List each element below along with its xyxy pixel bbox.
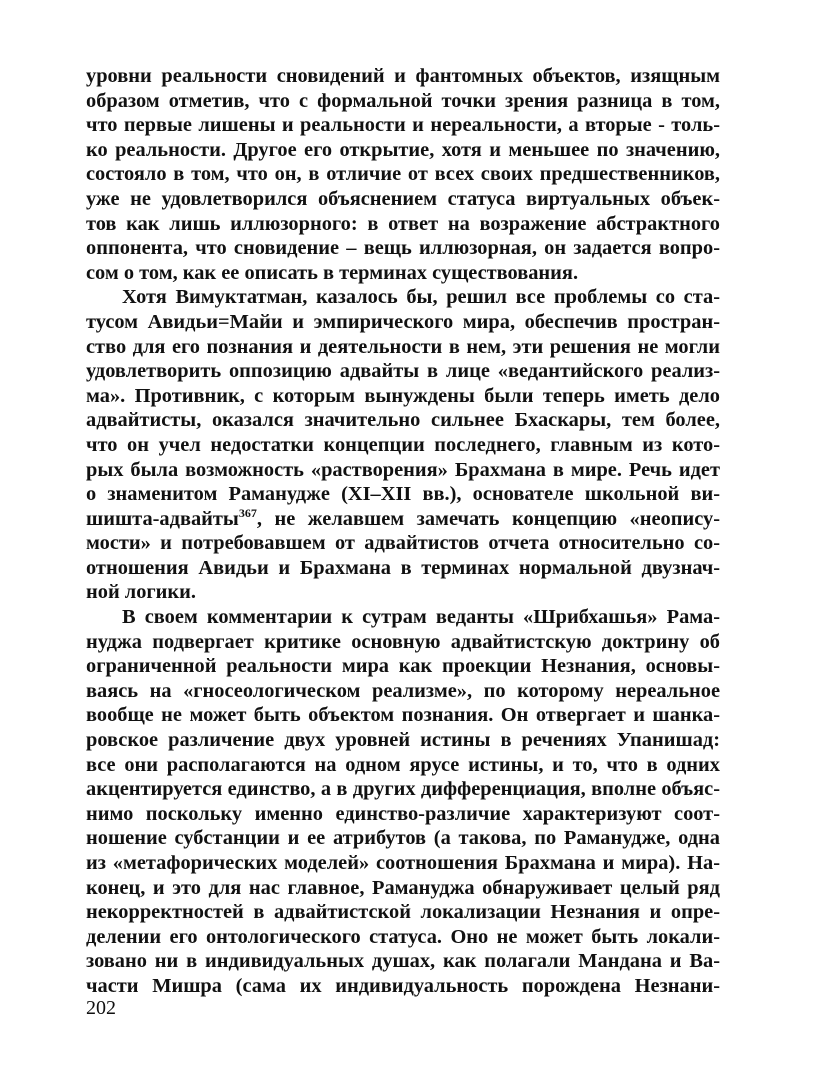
text-line: ма». Противник, с которым вынуждены были теперь иметь дело: [86, 384, 720, 407]
text-line: уже не удовлетворился объяснением статуса виртуальных объек-: [86, 187, 720, 210]
text-line: части Мишра (сама их индивидуальность порождена Незнани-: [86, 974, 720, 997]
text-line: мости» и потребовавшем от адвайтистов отчета относительно со-: [86, 532, 720, 555]
text-line: состояло в том, что он, в отличие от всех своих предшественников,: [86, 163, 720, 186]
text-line: рых была возможность «растворения» Брахмана в мире. Речь идет: [86, 458, 720, 481]
text-line: Хотя Вимуктатман, казалось бы, решил все проблемы со ста-: [122, 286, 720, 309]
text-line: сом о том, как ее описать в терминах существования.: [86, 261, 579, 284]
body-text: [86, 64, 720, 999]
text-line: зовано ни в индивидуальных душах, как полагали Мандана и Ва-: [86, 950, 720, 973]
text-line: тов как лишь иллюзорного: в ответ на возражение абстрактного: [86, 212, 720, 235]
text-line: нуджа подвергает критике основную адвайтистскую доктрину об: [86, 630, 720, 653]
text-line: ношение субстанции и ее атрибутов (а такова, по Рамануджe, одна: [86, 827, 720, 850]
text-line-tail: , не желавшем замечать концепцию «неопису-: [256, 507, 720, 530]
text-line: из «метафорических моделей» соотношения Брахмана и мира). На-: [86, 852, 720, 874]
text-line: удовлетворить оппозицию адвайты в лице «ведантийского реализ-: [86, 360, 720, 383]
text-line: тусом Авидьи=Майи и эмпирического мира, обеспечив простран-: [86, 310, 720, 333]
text-line: адвайтисты, оказался значительно сильнее Бхаскары, тем более,: [86, 409, 720, 432]
text-line: оппонента, что сновидение – вещь иллюзорная, он задается вопро-: [86, 237, 720, 260]
text-line: что он учел недостатки концепции последнего, главным из кото-: [86, 433, 720, 456]
text-line-with-footnote: [86, 507, 720, 532]
text-line: вообще не может быть объектом познания. Он отвергает и шанка-: [86, 704, 720, 727]
paragraph: [86, 64, 720, 285]
text-line: ной логики.: [86, 581, 197, 604]
footnote-marker: 367: [238, 505, 257, 520]
text-line: ваясь на «гносеологическом реализме», по которому нереальное: [86, 679, 720, 702]
text-line: ство для его познания и деятельности в нем, эти решения не могли: [86, 335, 720, 358]
text-line: некорректностей в адвайтистской локализации Незнания и опре-: [86, 901, 720, 924]
text-line: что первые лишены и реальности и нереальности, а вторые - толь-: [86, 114, 720, 137]
paragraph: [86, 605, 720, 999]
text-line: В своем комментарии к сутрам веданты «Шрибхашья» Рама-: [122, 606, 720, 629]
page-number: 202: [86, 997, 116, 1019]
text-line: конец, и это для нас главное, Рамануджа обнаруживает целый ряд: [86, 876, 720, 899]
text-line: акцентируется единство, а в других дифференциация, вполне объяс-: [86, 778, 720, 801]
text-line: ровское различение двух уровней истины в речениях Упанишад:: [86, 729, 720, 752]
text-line: отношения Авидьи и Брахмана в терминах нормальной двузнач-: [86, 556, 720, 579]
text-line: делении его онтологического статуса. Оно не может быть локали-: [86, 925, 720, 948]
text-line: все они располагаются на одном ярусе истины, и то, что в одних: [86, 753, 720, 776]
text-line-head: шишта-адвайты: [86, 507, 239, 530]
text-line: уровни реальности сновидений и фантомных объектов, изящным: [86, 65, 720, 87]
text-line: о знаменитом Рамануджe (XI–XII вв.), основателе школьной ви-: [86, 483, 720, 506]
text-line: нимо поскольку именно единство-различие характеризуют соот-: [86, 802, 720, 825]
text-line: ко реальности. Другое его открытие, хотя и меньшее по значению,: [86, 138, 720, 161]
text-line: образом отметив, что с формальной точки зрения разница в том,: [86, 89, 720, 112]
paragraph: [86, 285, 720, 605]
text-line: ограниченной реальности мира как проекции Незнания, основы-: [86, 655, 720, 678]
